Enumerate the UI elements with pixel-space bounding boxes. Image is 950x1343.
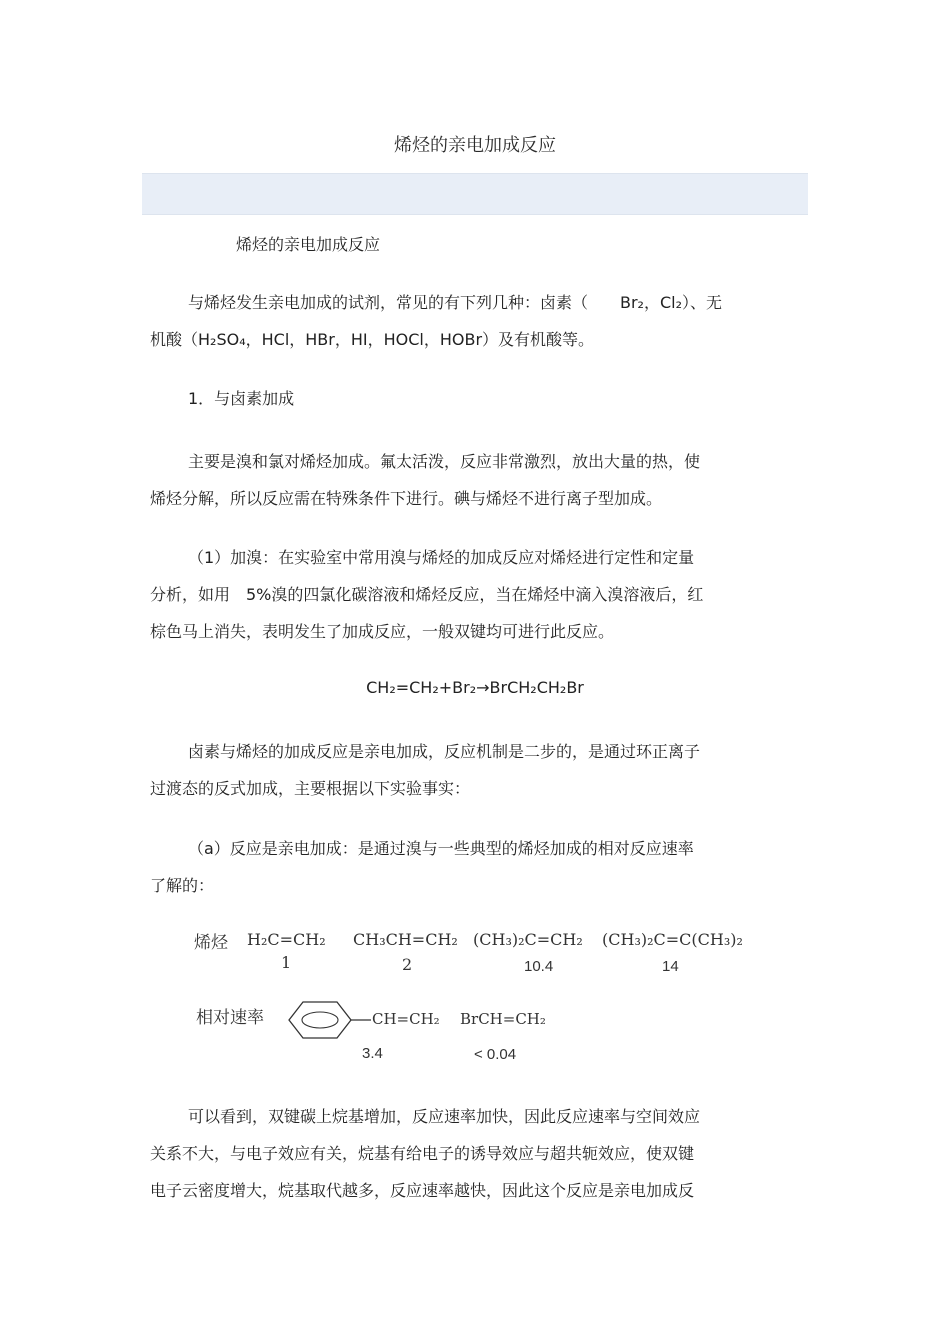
header-band [142, 173, 808, 215]
paragraph-2-line-1: 主要是溴和氯对烯烃加成。氟太活泼，反应非常激烈，放出大量的热，使 [188, 452, 701, 471]
styrene-formula: CH=CH₂ [372, 1010, 440, 1028]
paragraph-1-line-2: 机酸（H₂SO₄，HCl，HBr，HI，HOCl，HOBr）及有机酸等。 [150, 330, 595, 349]
alkene-formula-propene: CH₃CH=CH₂ [353, 930, 458, 949]
paragraph-2-line-2: 烯烃分解，所以反应需在特殊条件下进行。碘与烯烃不进行离子型加成。 [150, 489, 663, 508]
benzene-ring-icon [283, 996, 373, 1044]
paragraph-6-line-2: 关系不大，与电子效应有关，烷基有给电子的诱导效应与超共轭效应，使双键 [150, 1144, 695, 1163]
section-heading: 1．与卤素加成 [188, 389, 295, 408]
vinyl-bromide-formula: BrCH=CH₂ [460, 1010, 546, 1028]
paragraph-3-line-3: 棕色马上消失，表明发生了加成反应，一般双键均可进行此反应。 [150, 622, 615, 641]
vinyl-bromide-rate: < 0.04 [474, 1046, 517, 1063]
alkene-rate-ethene: 1 [281, 953, 292, 972]
paragraph-5-line-2: 了解的： [150, 876, 215, 895]
relative-rate-row-label: 相对速率 [196, 1008, 264, 1028]
paragraph-6-line-1: 可以看到，双键碳上烷基增加，反应速率加快，因此反应速率与空间效应 [188, 1107, 701, 1126]
paragraph-1-line-1: 与烯烃发生亲电加成的试剂，常见的有下列几种：卤素（ Br₂，Cl₂）、无 [188, 293, 723, 312]
paragraph-4-line-1: 卤素与烯烃的加成反应是亲电加成，反应机制是二步的，是通过环正离子 [188, 742, 701, 761]
bromination-equation: CH₂=CH₂+Br₂→BrCH₂CH₂Br [366, 678, 584, 697]
styrene-rate: 3.4 [362, 1045, 383, 1062]
alkene-rate-isobutene: 10.4 [524, 958, 554, 975]
alkene-formula-isobutene: (CH₃)₂C=CH₂ [473, 930, 583, 949]
paragraph-5-line-1: （a）反应是亲电加成：是通过溴与一些典型的烯烃加成的相对反应速率 [188, 839, 694, 858]
alkene-row-label: 烯烃 [194, 933, 228, 953]
paragraph-6-line-3: 电子云密度增大，烷基取代越多，反应速率越快，因此这个反应是亲电加成反 [150, 1181, 695, 1200]
paragraph-3-line-1: （1）加溴：在实验室中常用溴与烯烃的加成反应对烯烃进行定性和定量 [188, 548, 695, 567]
alkene-rate-tetramethylethene: 14 [662, 958, 679, 975]
paragraph-4-line-2: 过渡态的反式加成，主要根据以下实验事实： [150, 779, 471, 798]
paragraph-3-line-2: 分析，如用 5%溴的四氯化碳溶液和烯烃反应，当在烯烃中滴入溴溶液后，红 [150, 585, 704, 604]
subtitle: 烯烃的亲电加成反应 [236, 235, 381, 254]
alkene-rate-propene: 2 [402, 955, 413, 974]
alkene-formula-ethene: H₂C=CH₂ [247, 930, 326, 949]
page-title: 烯烃的亲电加成反应 [394, 135, 556, 156]
alkene-formula-tetramethylethene: (CH₃)₂C=C(CH₃)₂ [602, 930, 743, 949]
